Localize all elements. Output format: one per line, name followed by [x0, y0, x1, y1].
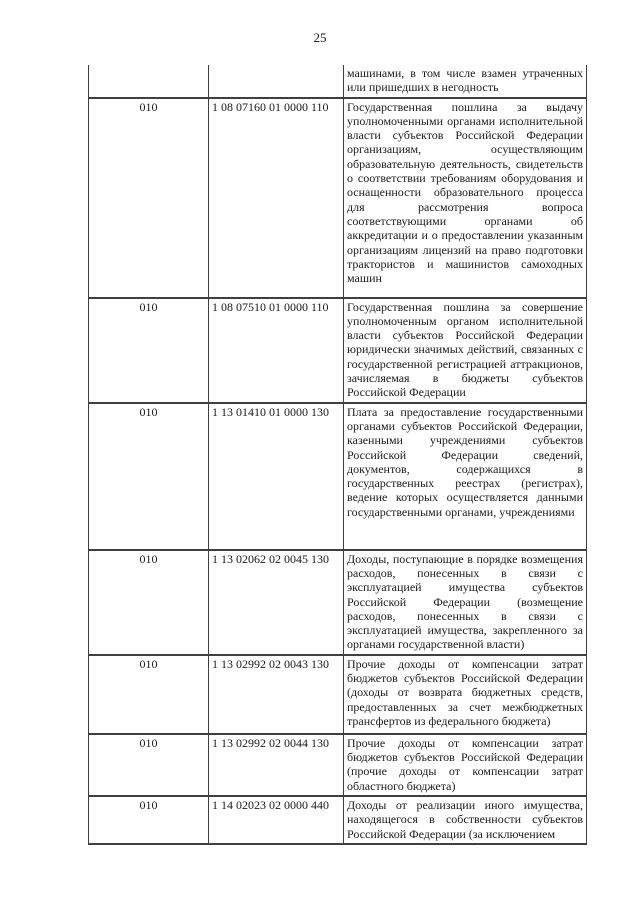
- code-cell: [89, 65, 209, 98]
- description-cell: Доходы от реализации иного имущества, находящегося в собственности субъектов Российской Федерации (за исключением: [344, 796, 587, 844]
- code-cell: 010: [89, 403, 209, 550]
- kbk-cell: 1 13 02992 02 0044 130: [209, 734, 344, 796]
- kbk-cell: 1 14 02023 02 0000 440: [209, 796, 344, 844]
- code-cell: 010: [89, 298, 209, 403]
- table-row: [89, 796, 587, 844]
- code-cell: 010: [89, 796, 209, 844]
- description-cell: Плата за предоставление государственными органами субъектов Российской Федерации, казенными учреждениями субъектов Российской Федерации сведений, документов, содержащихся в государственных реестрах (регистрах), ведение которых осуществляется данными государственными органами, учреждениями: [344, 403, 587, 550]
- revenue-codes-table: [88, 65, 587, 845]
- table-row: [89, 298, 587, 403]
- code-cell: 010: [89, 734, 209, 796]
- kbk-cell: 1 13 02992 02 0043 130: [209, 655, 344, 734]
- kbk-cell: [209, 65, 344, 98]
- description-cell: Прочие доходы от компенсации затрат бюджетов субъектов Российской Федерации (прочие доходы от компенсации затрат областного бюджета): [344, 734, 587, 796]
- kbk-cell: 1 13 01410 01 0000 130: [209, 403, 344, 550]
- table-row: [89, 403, 587, 550]
- description-cell: Доходы, поступающие в порядке возмещения расходов, понесенных в связи с эксплуатацией имущества субъектов Российской Федерации (возмещение расходов, понесенных в связи с эксплуатацией имущества, закрепленного за органами государственной власти): [344, 550, 587, 655]
- code-cell: 010: [89, 550, 209, 655]
- kbk-cell: 1 08 07160 01 0000 110: [209, 98, 344, 298]
- table-row: [89, 550, 587, 655]
- page-number: 25: [313, 30, 327, 45]
- description-cell: Прочие доходы от компенсации затрат бюджетов субъектов Российской Федерации (доходы от возврата бюджетных средств, предоставленных за счет межбюджетных трансфертов из федерального бюджета): [344, 655, 587, 734]
- description-cell: Государственная пошлина за выдачу уполномоченными органами исполнительной власти субъектов Российской Федерации организациям, осуществляющим образовательную деятельность, свидетельств о соответствии требованиям оборудования и оснащенности образовательного процесса для рассмотрения вопроса соответствующими органами об аккредитации и о предоставлении указанным организациям лицензий на право подготовки трактористов и машинистов самоходных машин: [344, 98, 587, 298]
- table-row: [89, 734, 587, 796]
- table-row: [89, 98, 587, 298]
- table-row: [89, 65, 587, 98]
- kbk-cell: 1 08 07510 01 0000 110: [209, 298, 344, 403]
- description-cell: Государственная пошлина за совершение уполномоченным органом исполнительной власти субъектов Российской Федерации юридически значимых действий, связанных с государственной регистрацией аттракционов, зачисляемая в бюджеты субъектов Российской Федерации: [344, 298, 587, 403]
- code-cell: 010: [89, 655, 209, 734]
- kbk-cell: 1 13 02062 02 0045 130: [209, 550, 344, 655]
- code-cell: 010: [89, 98, 209, 298]
- table-row: [89, 655, 587, 734]
- description-cell: машинами, в том числе взамен утраченных или пришедших в негодность: [344, 65, 587, 98]
